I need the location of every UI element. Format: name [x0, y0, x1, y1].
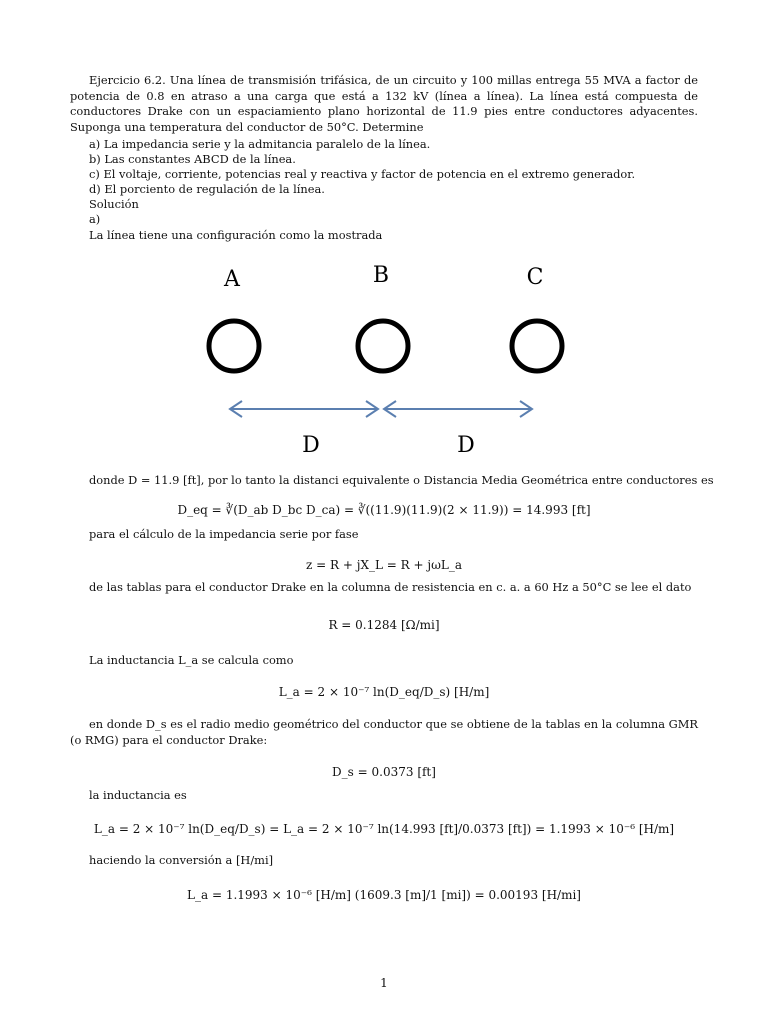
equation-la-conversion: L_a = 1.1993 × 10⁻⁶ [H/m] (1609.3 [m]/1 [mi]) = 0.00193 [H/mi]: [187, 888, 581, 902]
conductor-diagram: [196, 256, 576, 464]
spacing-label-right: D: [457, 433, 475, 458]
where-d-text: donde D = 11.9 [ft], por lo tanto la distanci equivalente o Distancia Media Geométrica entre conductores es: [89, 473, 714, 487]
spacing-label-left: D: [302, 433, 320, 458]
solution-label: Solución: [89, 197, 139, 211]
item-b: b) Las constantes ABCD de la línea.: [89, 152, 296, 166]
exercise-statement: [70, 73, 698, 135]
spacing-arrow-right: [384, 401, 532, 417]
item-c: c) El voltaje, corriente, potencias real y reactiva y factor de potencia en el extremo generador.: [89, 167, 636, 181]
conductor-b-circle: [358, 321, 408, 371]
config-text: La línea tiene una configuración como la mostrada: [89, 228, 383, 242]
tables-text: de las tablas para el conductor Drake en la columna de resistencia en c. a. a 60 Hz a 50°C se lee el dato: [89, 580, 692, 594]
part-a-label: a): [89, 212, 101, 226]
gmr-text-content: en donde D_s es el radio medio geométrico del conductor que se obtiene de la tablas en la columna GMR (o RMG) para el conductor Drake:: [70, 717, 698, 747]
conversion-text: haciendo la conversión a [H/mi]: [89, 853, 274, 867]
conductor-label-c: C: [526, 265, 544, 290]
equation-r: R = 0.1284 [Ω/mi]: [328, 618, 440, 632]
equation-ds: D_s = 0.0373 [ft]: [332, 765, 436, 779]
item-d: d) El porciento de regulación de la línea.: [89, 182, 325, 196]
conductor-c-circle: [512, 321, 562, 371]
exercise-text: Una línea de transmisión trifásica, de un circuito y 100 millas entrega 55 MVA a factor de potencia de 0.8 en atraso a una carga que está a 132 kV (línea a línea). La línea está compuesta de conductores Drake con un espaciamiento plano horizontal de 11.9 pies entre conductores adyacentes. Suponga una temperatura del conductor de 50°C. Determine: [70, 73, 699, 134]
spacing-arrow-left: [230, 401, 378, 417]
equation-la: L_a = 2 × 10⁻⁷ ln(D_eq/D_s) [H/m]: [278, 685, 490, 699]
inductance-is-text: la inductancia es: [89, 788, 187, 802]
equation-z: z = R + jX_L = R + jωL_a: [306, 558, 462, 572]
exercise-label: Ejercicio 6.2.: [89, 73, 166, 87]
equation-la-value: L_a = 2 × 10⁻⁷ ln(D_eq/D_s) = L_a = 2 × 10⁻⁷ ln(14.993 [ft]/0.0373 [ft]) = 1.1993 × 10⁻⁶ [H/m]: [93, 822, 675, 836]
conductor-label-b: B: [372, 263, 390, 288]
gmr-text: [70, 717, 698, 748]
conductor-a-circle: [209, 321, 259, 371]
page-number: 1: [380, 976, 388, 990]
equation-deq: D_eq = ∛(D_ab D_bc D_ca) = ∛((11.9)(11.9)(2 × 11.9)) = 14.993 [ft]: [177, 503, 591, 517]
impedance-text: para el cálculo de la impedancia serie por fase: [89, 527, 359, 541]
conductor-label-a: A: [224, 267, 240, 292]
inductance-text: La inductancia L_a se calcula como: [89, 653, 294, 667]
item-a: a) La impedancia serie y la admitancia paralelo de la línea.: [89, 137, 431, 151]
